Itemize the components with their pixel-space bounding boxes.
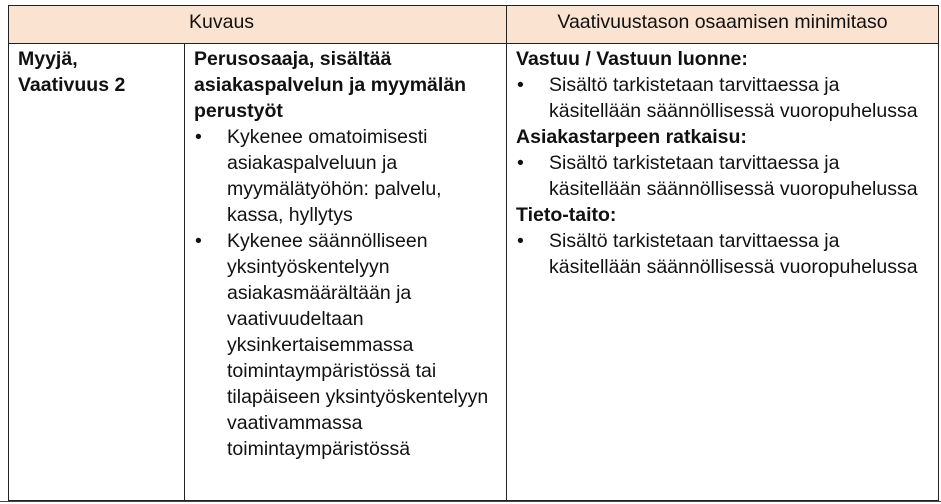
list-item: • Sisältö tarkistetaan tarvittaessa ja käsitellään säännöllisessä vuoropuhelussa <box>549 72 932 124</box>
header-minimitaso: Vaativuustason osaamisen minimitaso <box>507 6 939 44</box>
list-item: • Sisältö tarkistetaan tarvittaessa ja käsitellään säännöllisessä vuoropuhelussa <box>549 150 932 202</box>
section-list-asiakastarve <box>516 150 932 202</box>
section-list-tieto-taito <box>516 228 932 280</box>
list-item: • Kykenee säännölliseen yksintyöskentelyyn asiakasmäärältään ja vaativuudeltaan yksinkertaisemmassa toimintaympäristössä tai tilapäiseen yksintyöskentelyyn vaativammassa toimintaympäristössä <box>227 228 500 462</box>
description-title: Perusosaaja, sisältää asiakaspalvelun ja myymälän perustyöt <box>194 48 467 122</box>
list-item: • Sisältö tarkistetaan tarvittaessa ja käsitellään säännöllisessä vuoropuhelussa <box>549 228 932 280</box>
page-bottom-rule <box>0 501 941 502</box>
section-title-vastuu: Vastuu / Vastuun luonne: <box>516 48 748 70</box>
role-level: Vaativuus 2 <box>18 74 126 96</box>
role-cell <box>9 44 185 501</box>
section-title-asiakastarve: Asiakastarpeen ratkaisu: <box>516 126 747 148</box>
section-list-vastuu <box>516 72 932 124</box>
role-name: Myyjä, <box>18 48 78 70</box>
table-header-row <box>9 6 939 44</box>
section-title-tieto-taito: Tieto-taito: <box>516 204 617 226</box>
role-description-table <box>8 5 939 501</box>
description-cell <box>185 44 507 501</box>
header-kuvaus: Kuvaus <box>9 6 507 44</box>
description-list <box>194 124 500 462</box>
minimum-level-cell <box>507 44 939 501</box>
list-item: • Kykenee omatoimisesti asiakaspalveluun ja myymälätyöhön: palvelu, kassa, hyllytys <box>227 124 500 228</box>
table-row <box>9 44 939 501</box>
